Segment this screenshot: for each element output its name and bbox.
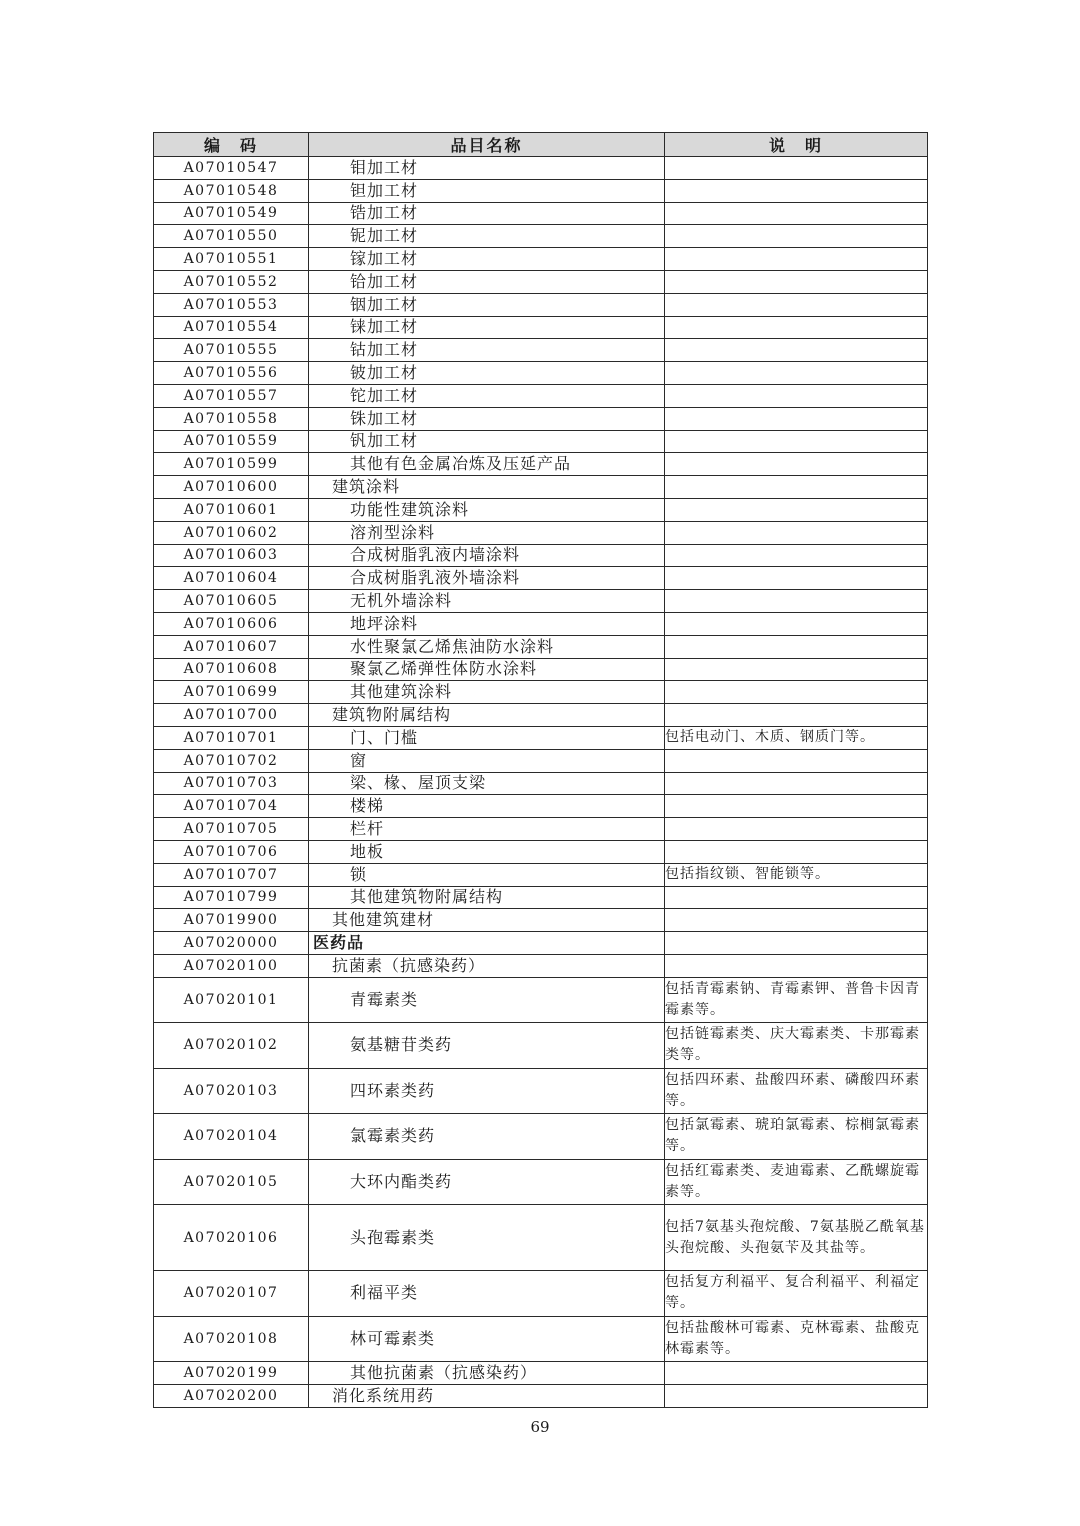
item-name: 锁 bbox=[309, 863, 665, 886]
item-note bbox=[665, 1384, 928, 1407]
table-row bbox=[154, 818, 928, 841]
item-note bbox=[665, 954, 928, 977]
item-code: A07020108 bbox=[154, 1316, 309, 1362]
table-row bbox=[154, 977, 928, 1023]
table-row bbox=[154, 339, 928, 362]
item-code: A07010601 bbox=[154, 498, 309, 521]
item-name: 建筑涂料 bbox=[309, 476, 665, 499]
table-row bbox=[154, 498, 928, 521]
item-name: 梁、椽、屋顶支梁 bbox=[309, 772, 665, 795]
item-name: 青霉素类 bbox=[309, 977, 665, 1023]
item-note bbox=[665, 544, 928, 567]
table-row bbox=[154, 590, 928, 613]
item-note: 包括电动门、木质、钢质门等。 bbox=[665, 726, 928, 749]
item-code: A07020107 bbox=[154, 1271, 309, 1317]
item-name: 建筑物附属结构 bbox=[309, 704, 665, 727]
item-note bbox=[665, 818, 928, 841]
item-code: A07020103 bbox=[154, 1068, 309, 1114]
item-name: 合成树脂乳液内墙涂料 bbox=[309, 544, 665, 567]
item-name: 钽加工材 bbox=[309, 179, 665, 202]
page-number: 69 bbox=[530, 1418, 550, 1436]
item-code: A07020102 bbox=[154, 1023, 309, 1069]
item-note bbox=[665, 339, 928, 362]
item-note bbox=[665, 384, 928, 407]
item-note bbox=[665, 498, 928, 521]
item-note: 包括氯霉素、琥珀氯霉素、棕榈氯霉素等。 bbox=[665, 1114, 928, 1160]
item-name: 无机外墙涂料 bbox=[309, 590, 665, 613]
item-name: 窗 bbox=[309, 749, 665, 772]
item-code: A07010548 bbox=[154, 179, 309, 202]
item-note bbox=[665, 704, 928, 727]
item-note: 包括链霉素类、庆大霉素类、卡那霉素类等。 bbox=[665, 1023, 928, 1069]
item-note: 包括青霉素钠、青霉素钾、普鲁卡因青霉素等。 bbox=[665, 977, 928, 1023]
item-note bbox=[665, 635, 928, 658]
item-note bbox=[665, 681, 928, 704]
table-row bbox=[154, 1205, 928, 1271]
item-note bbox=[665, 1362, 928, 1385]
item-name: 其他建筑建材 bbox=[309, 909, 665, 932]
item-code: A07010704 bbox=[154, 795, 309, 818]
item-name: 门、门槛 bbox=[309, 726, 665, 749]
item-note bbox=[665, 270, 928, 293]
table-row bbox=[154, 704, 928, 727]
table-row bbox=[154, 1068, 928, 1114]
item-name: 其他有色金属冶炼及压延产品 bbox=[309, 453, 665, 476]
item-note bbox=[665, 202, 928, 225]
item-code: A07010602 bbox=[154, 521, 309, 544]
item-note bbox=[665, 225, 928, 248]
item-code: A07010555 bbox=[154, 339, 309, 362]
item-code: A07010559 bbox=[154, 430, 309, 453]
item-name: 铊加工材 bbox=[309, 384, 665, 407]
item-name: 铍加工材 bbox=[309, 362, 665, 385]
item-note bbox=[665, 772, 928, 795]
item-code: A07010604 bbox=[154, 567, 309, 590]
item-name: 四环素类药 bbox=[309, 1068, 665, 1114]
table-row bbox=[154, 202, 928, 225]
item-note: 包括红霉素类、麦迪霉素、乙酰螺旋霉素等。 bbox=[665, 1159, 928, 1205]
item-code: A07020101 bbox=[154, 977, 309, 1023]
table-row bbox=[154, 521, 928, 544]
item-code: A07010608 bbox=[154, 658, 309, 681]
item-name: 锆加工材 bbox=[309, 202, 665, 225]
item-name: 氯霉素类药 bbox=[309, 1114, 665, 1160]
table-row bbox=[154, 476, 928, 499]
item-note: 包括7氨基头孢烷酸、7氨基脱乙酰氧基头孢烷酸、头孢氨苄及其盐等。 bbox=[665, 1205, 928, 1271]
table-row bbox=[154, 179, 928, 202]
item-code: A07010603 bbox=[154, 544, 309, 567]
item-code: A07020104 bbox=[154, 1114, 309, 1160]
item-code: A07010705 bbox=[154, 818, 309, 841]
table-row bbox=[154, 772, 928, 795]
item-note: 包括指纹锁、智能锁等。 bbox=[665, 863, 928, 886]
item-code: A07020199 bbox=[154, 1362, 309, 1385]
item-name: 镓加工材 bbox=[309, 248, 665, 271]
item-note bbox=[665, 886, 928, 909]
table-row bbox=[154, 1114, 928, 1160]
item-name: 其他建筑涂料 bbox=[309, 681, 665, 704]
item-note bbox=[665, 476, 928, 499]
item-name: 溶剂型涂料 bbox=[309, 521, 665, 544]
item-code: A07010701 bbox=[154, 726, 309, 749]
table-row bbox=[154, 1316, 928, 1362]
table-row bbox=[154, 840, 928, 863]
item-name: 利福平类 bbox=[309, 1271, 665, 1317]
item-name: 铼加工材 bbox=[309, 316, 665, 339]
table-row bbox=[154, 1159, 928, 1205]
item-name: 楼梯 bbox=[309, 795, 665, 818]
item-code: A07020000 bbox=[154, 932, 309, 955]
item-code: A07010554 bbox=[154, 316, 309, 339]
table-row bbox=[154, 316, 928, 339]
table-row bbox=[154, 362, 928, 385]
item-note bbox=[665, 567, 928, 590]
item-name: 功能性建筑涂料 bbox=[309, 498, 665, 521]
item-name: 聚氯乙烯弹性体防水涂料 bbox=[309, 658, 665, 681]
table-row bbox=[154, 384, 928, 407]
item-code: A07010553 bbox=[154, 293, 309, 316]
item-code: A07010605 bbox=[154, 590, 309, 613]
table-row bbox=[154, 932, 928, 955]
item-note bbox=[665, 840, 928, 863]
item-name: 水性聚氯乙烯焦油防水涂料 bbox=[309, 635, 665, 658]
table-row bbox=[154, 293, 928, 316]
item-name: 地坪涂料 bbox=[309, 612, 665, 635]
item-name: 合成树脂乳液外墙涂料 bbox=[309, 567, 665, 590]
table-row bbox=[154, 954, 928, 977]
item-name: 铢加工材 bbox=[309, 407, 665, 430]
item-note: 包括盐酸林可霉素、克林霉素、盐酸克林霉素等。 bbox=[665, 1316, 928, 1362]
item-code: A07020200 bbox=[154, 1384, 309, 1407]
item-name: 其他建筑物附属结构 bbox=[309, 886, 665, 909]
catalog-table bbox=[153, 132, 928, 1408]
item-code: A07010606 bbox=[154, 612, 309, 635]
item-name: 栏杆 bbox=[309, 818, 665, 841]
item-note bbox=[665, 795, 928, 818]
item-code: A07010707 bbox=[154, 863, 309, 886]
table-body bbox=[154, 157, 928, 1408]
table-header bbox=[154, 133, 928, 157]
table-row bbox=[154, 1384, 928, 1407]
table-row bbox=[154, 430, 928, 453]
table-row bbox=[154, 1271, 928, 1317]
item-note bbox=[665, 749, 928, 772]
item-code: A07010700 bbox=[154, 704, 309, 727]
header-name: 品目名称 bbox=[309, 133, 665, 157]
item-name: 铟加工材 bbox=[309, 293, 665, 316]
item-note bbox=[665, 658, 928, 681]
item-code: A07010703 bbox=[154, 772, 309, 795]
table-row bbox=[154, 909, 928, 932]
table-row bbox=[154, 567, 928, 590]
item-code: A07010551 bbox=[154, 248, 309, 271]
table-row bbox=[154, 1023, 928, 1069]
item-code: A07010599 bbox=[154, 453, 309, 476]
item-note bbox=[665, 179, 928, 202]
table-row bbox=[154, 681, 928, 704]
item-code: A07010600 bbox=[154, 476, 309, 499]
item-note bbox=[665, 932, 928, 955]
item-note: 包括复方利福平、复合利福平、利福定等。 bbox=[665, 1271, 928, 1317]
table-row bbox=[154, 225, 928, 248]
item-code: A07010547 bbox=[154, 157, 309, 180]
header-note: 说 明 bbox=[665, 133, 928, 157]
table-row bbox=[154, 726, 928, 749]
table-row bbox=[154, 248, 928, 271]
item-note bbox=[665, 293, 928, 316]
table-row bbox=[154, 1362, 928, 1385]
item-code: A07010550 bbox=[154, 225, 309, 248]
table-row bbox=[154, 635, 928, 658]
item-note bbox=[665, 248, 928, 271]
item-note bbox=[665, 407, 928, 430]
item-name: 钴加工材 bbox=[309, 339, 665, 362]
table-row bbox=[154, 886, 928, 909]
item-name: 钼加工材 bbox=[309, 157, 665, 180]
item-code: A07010699 bbox=[154, 681, 309, 704]
item-name: 医药品 bbox=[309, 932, 665, 955]
table-row bbox=[154, 544, 928, 567]
item-name: 铪加工材 bbox=[309, 270, 665, 293]
item-note bbox=[665, 430, 928, 453]
item-code: A07010702 bbox=[154, 749, 309, 772]
item-name: 头孢霉素类 bbox=[309, 1205, 665, 1271]
table-row bbox=[154, 658, 928, 681]
item-code: A07020105 bbox=[154, 1159, 309, 1205]
item-note bbox=[665, 316, 928, 339]
item-name: 氨基糖苷类药 bbox=[309, 1023, 665, 1069]
item-name: 抗菌素（抗感染药） bbox=[309, 954, 665, 977]
item-code: A07019900 bbox=[154, 909, 309, 932]
item-code: A07010607 bbox=[154, 635, 309, 658]
table-row bbox=[154, 453, 928, 476]
item-code: A07010552 bbox=[154, 270, 309, 293]
item-note bbox=[665, 157, 928, 180]
table-row bbox=[154, 863, 928, 886]
item-note bbox=[665, 453, 928, 476]
item-note bbox=[665, 362, 928, 385]
item-code: A07010557 bbox=[154, 384, 309, 407]
item-code: A07010549 bbox=[154, 202, 309, 225]
table-row bbox=[154, 270, 928, 293]
table-row bbox=[154, 795, 928, 818]
item-name: 钒加工材 bbox=[309, 430, 665, 453]
item-name: 消化系统用药 bbox=[309, 1384, 665, 1407]
item-name: 大环内酯类药 bbox=[309, 1159, 665, 1205]
table-row bbox=[154, 157, 928, 180]
item-code: A07010706 bbox=[154, 840, 309, 863]
table-row bbox=[154, 749, 928, 772]
item-code: A07010799 bbox=[154, 886, 309, 909]
item-note bbox=[665, 590, 928, 613]
item-note bbox=[665, 521, 928, 544]
item-code: A07010558 bbox=[154, 407, 309, 430]
item-note bbox=[665, 909, 928, 932]
item-note: 包括四环素、盐酸四环素、磷酸四环素等。 bbox=[665, 1068, 928, 1114]
item-code: A07010556 bbox=[154, 362, 309, 385]
table-row bbox=[154, 407, 928, 430]
item-name: 林可霉素类 bbox=[309, 1316, 665, 1362]
item-code: A07020106 bbox=[154, 1205, 309, 1271]
item-name: 地板 bbox=[309, 840, 665, 863]
item-name: 其他抗菌素（抗感染药） bbox=[309, 1362, 665, 1385]
item-name: 铌加工材 bbox=[309, 225, 665, 248]
header-code: 编 码 bbox=[154, 133, 309, 157]
item-code: A07020100 bbox=[154, 954, 309, 977]
table-row bbox=[154, 612, 928, 635]
item-note bbox=[665, 612, 928, 635]
